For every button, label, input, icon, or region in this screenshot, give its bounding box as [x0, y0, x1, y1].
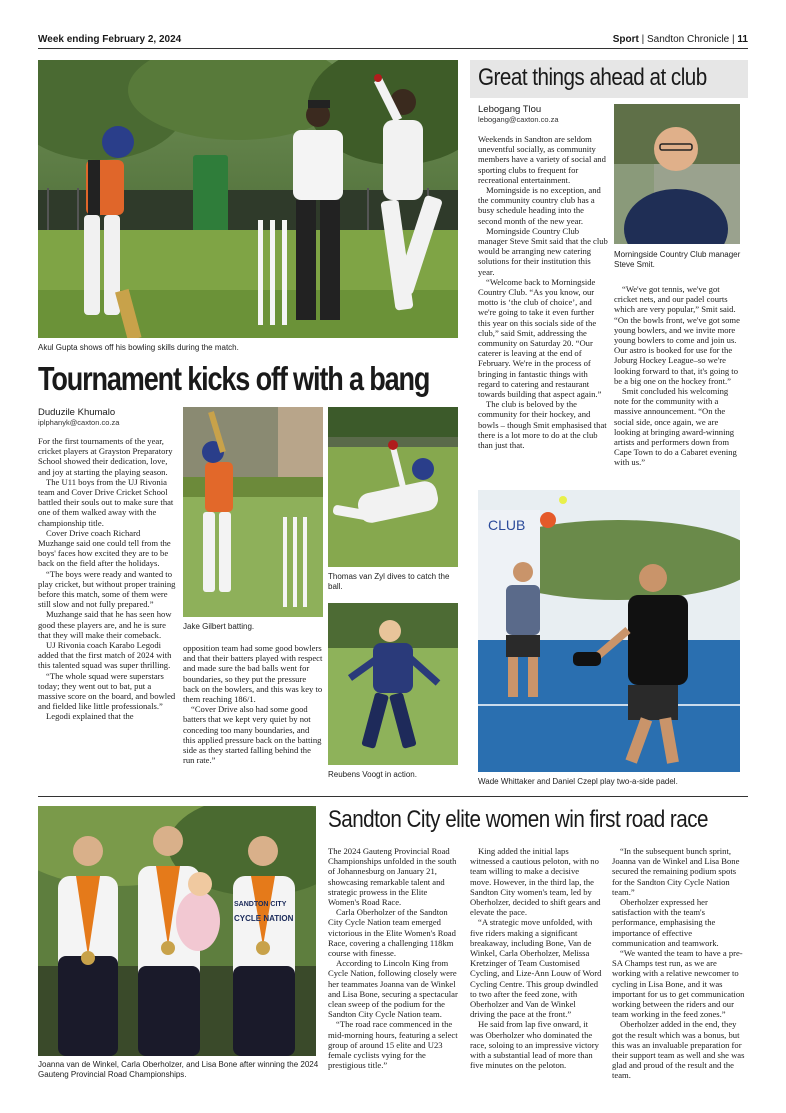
paragraph: “The road race commenced in the mid-morning hours, featuring a select group of around 15 elite and U23 female cyclists vying for the prestigious title.” [328, 1019, 458, 1071]
story3-column-3 [612, 846, 746, 1081]
paragraph: The U11 boys from the UJ Rivonia team and Cover Drive Cricket School battled their souls out to make sure that one of them walked away with the championship title. [38, 476, 174, 528]
caption-steve-smit: Morningside Country Club manager Steve Smit. [614, 250, 741, 269]
headline-great-things: Great things ahead at club [478, 64, 707, 91]
byline-story1 [38, 407, 178, 427]
author-name: Duduzile Khumalo [38, 407, 116, 418]
byline-story2 [478, 104, 608, 124]
photo-reubens-voogt [328, 603, 458, 765]
story1-column-1 [38, 436, 178, 722]
paragraph: King added the initial laps witnessed a cautious peloton, with no team willing to make a decisive move. However, in the third lap, the Sandton City women's team, led by Oberholzer, decided to shift gears and elevate the pace. [470, 846, 601, 918]
paper-name: Sandton Chronicle [646, 34, 730, 45]
paragraph: Oberholzer added in the end, they got the result which was a bonus, but this was an invaluable preparation for their support team as well and she was glad and proud of the result and the team. [612, 1019, 745, 1081]
story1-column-2 [183, 643, 323, 765]
photo-thomas-van-zyl [328, 407, 458, 567]
page-number: 11 [737, 34, 748, 45]
photo-cyclists-podium [38, 806, 316, 1056]
paragraph: Cover Drive coach Richard Muzhange said one could tell from the boys' faces how excited they are to be back on the field after the holidays. [38, 527, 171, 569]
issue-date: Week ending February 2, 2024 [38, 34, 182, 45]
paragraph: He said from lap five onward, it was Oberholzer who dominated the race, soloing to an impressive victory with a substantial lead of more than five minutes on the peloton. [470, 1019, 599, 1071]
story2-column-1 [478, 134, 608, 450]
caption-jake-gilbert: Jake Gilbert batting. [183, 622, 255, 631]
caption-reubens-voogt: Reubens Voogt in action. [328, 770, 417, 779]
paragraph: “Welcome back to Morningside Country Club. “As you know, our motto is ‘the club of choice’, and we're going to take it even further this year on this socials side of the club,” said Smit, addressing the community on Saturday 20. “Our caterer is leaving at the end of February. We're in the process of bringing in fantastic things with regard to catering and restaurant towards building that aspect again.” [478, 276, 602, 400]
section-rule [38, 796, 748, 797]
photo-akul-gupta-bowling [38, 60, 458, 338]
paragraph: “A strategic move unfolded, with five riders making a significant breakaway, including Bone, Van de Winkel, Carla Oberholzer, Melissa Kretzinger of Team Customised Cycling, and Lize-Ann Louw of Word Cycling Centre. This group dwindled to two after the feed zone, with Oberholzer and Van de Winkel driving the pace at the front.” [470, 917, 602, 1020]
photo-steve-smit [614, 104, 740, 244]
paragraph: For the first tournaments of the year, cricket players at Grayston Preparatory School showed their dedication, love, and joy at starting the playing season. [38, 436, 173, 477]
author-email: lebogang@caxton.co.za [478, 115, 559, 124]
paragraph: According to Lincoln King from Cycle Nation, following closely were her teammates Joanna van de Winkel and Lisa Bone, securing a spectacular clean sweep of the podium for the Sandton City Cycle Nation team. [328, 958, 458, 1020]
paragraph: Morningside Country Club manager Steve Smit said that the club would be arranging new catering solutions for their institution this year. [478, 225, 608, 277]
author-name: Lebogang Tlou [478, 104, 542, 115]
caption-thomas-van-zyl: Thomas van Zyl dives to catch the ball. [328, 572, 450, 591]
jersey-text-top: SANDTON CITY [234, 901, 287, 908]
club-sign-text: CLUB [488, 517, 526, 533]
paragraph: Oberholzer expressed her satisfaction with the team's performance, emphasising the importance of effective communication and teamwork. [612, 897, 719, 948]
paragraph: Smit concluded his welcoming note for the community with a massive announcement. “On the social side, once again, we are looking at bringing award-winning artists and performers down from Cape Town to do a Cabaret evening with us.” [614, 386, 737, 468]
jersey-text-main: CYCLE NATION [234, 914, 294, 923]
paragraph: Weekends in Sandton are seldom uneventful socially, as community members have a variety of social and sporting clubs to frequent for recreational entertainment. [478, 134, 606, 185]
story2-column-2 [614, 284, 744, 468]
paragraph: UJ Rivonia coach Karabo Legodi added that the first match of 2024 with this talented squad was super thrilling. [38, 640, 172, 671]
story3-column-1 [328, 846, 460, 1070]
caption-padel: Wade Whittaker and Daniel Czepl play two-a-side padel. [478, 777, 678, 786]
paragraph: “In the subsequent bunch sprint, Joanna van de Winkel and Lisa Bone secured the remaining podium spots for the Sandton City Cycle Nation team.” [612, 846, 740, 897]
headline-sandton-city-women: Sandton City elite women win first road race [328, 806, 708, 833]
photo-padel [478, 490, 740, 772]
paragraph: Legodi explained that the [46, 711, 134, 722]
header-rule [38, 48, 748, 49]
caption-akul-gupta: Akul Gupta shows off his bowling skills during the match. [38, 343, 239, 352]
paragraph: The club is beloved by the community for their hockey, and bowls – though Smit emphasised that there is a lot more to do at the club than just that. [478, 399, 607, 451]
headline-tournament: Tournament kicks off with a bang [38, 360, 430, 397]
paragraph: “The whole squad were superstars today; they went out to bat, put a massive score on the board, and bowled and fielded like little professionals.” [38, 670, 176, 712]
paragraph: Muzhange said that he has seen how good these players are, and he is sure that they will make their comeback. [38, 609, 172, 640]
paragraph: “Cover Drive also had some good batters that we kept very quiet by not conceding too many boundaries, and this applied pressure back on the batting side as they started falling behind the run rate.” [183, 704, 322, 766]
paragraph: Carla Oberholzer of the Sandton City Cycle Nation team emerged victorious in the Elite Women's Road Race, covering a challenging 118km course with finesse. [328, 907, 456, 959]
photo-jake-gilbert [183, 407, 323, 617]
paragraph: opposition team had some good bowlers and that their batters played with respect and made sure the bad balls went for boundaries, so they put the pressure back on the bowlers, and this was key to them reaching 186/1. [183, 643, 323, 705]
paragraph: The 2024 Gauteng Provincial Road Championships unfolded in the south of Johannesburg on January 21, showcasing remarkable talent and strategic prowess in the Elite Women's Road Race. [328, 846, 457, 908]
story3-column-2 [470, 846, 602, 1070]
paragraph: “We wanted the team to have a pre-SA Champs test run, as we are working with a relative newcomer to cycling in Lisa Bone, and it was important for us to get communication working between the riders and our team working in the feed zones.” [612, 948, 745, 1020]
paragraph: “We've got tennis, we've got cricket nets, and our padel courts which are very popular,” Smit said. “On the bowls front, we've got some young bowlers, and we invite more young bowlers to come and join us. Our astro is booked for use for the Joburg Hockey League–so we're looking forward to that, it's going to be a big one on the hockey front.” [614, 284, 740, 386]
author-email: iplphanyk@caxton.co.za [38, 418, 120, 427]
caption-cyclists: Joanna van de Winkel, Carla Oberholzer, and Lisa Bone after winning the 2024 Gauteng Provincial Road Championships. [38, 1060, 319, 1079]
section-name: Sport [612, 34, 639, 45]
paragraph: “The boys were ready and wanted to play cricket, but without proper training before this match, some of them were still slow and not fully prepared.” [38, 568, 176, 610]
section-masthead: Sport | Sandton Chronicle | 11 [612, 34, 748, 45]
paragraph: Morningside is no exception, and the community country club has a busy schedule heading into the second month of the new year. [478, 185, 601, 226]
